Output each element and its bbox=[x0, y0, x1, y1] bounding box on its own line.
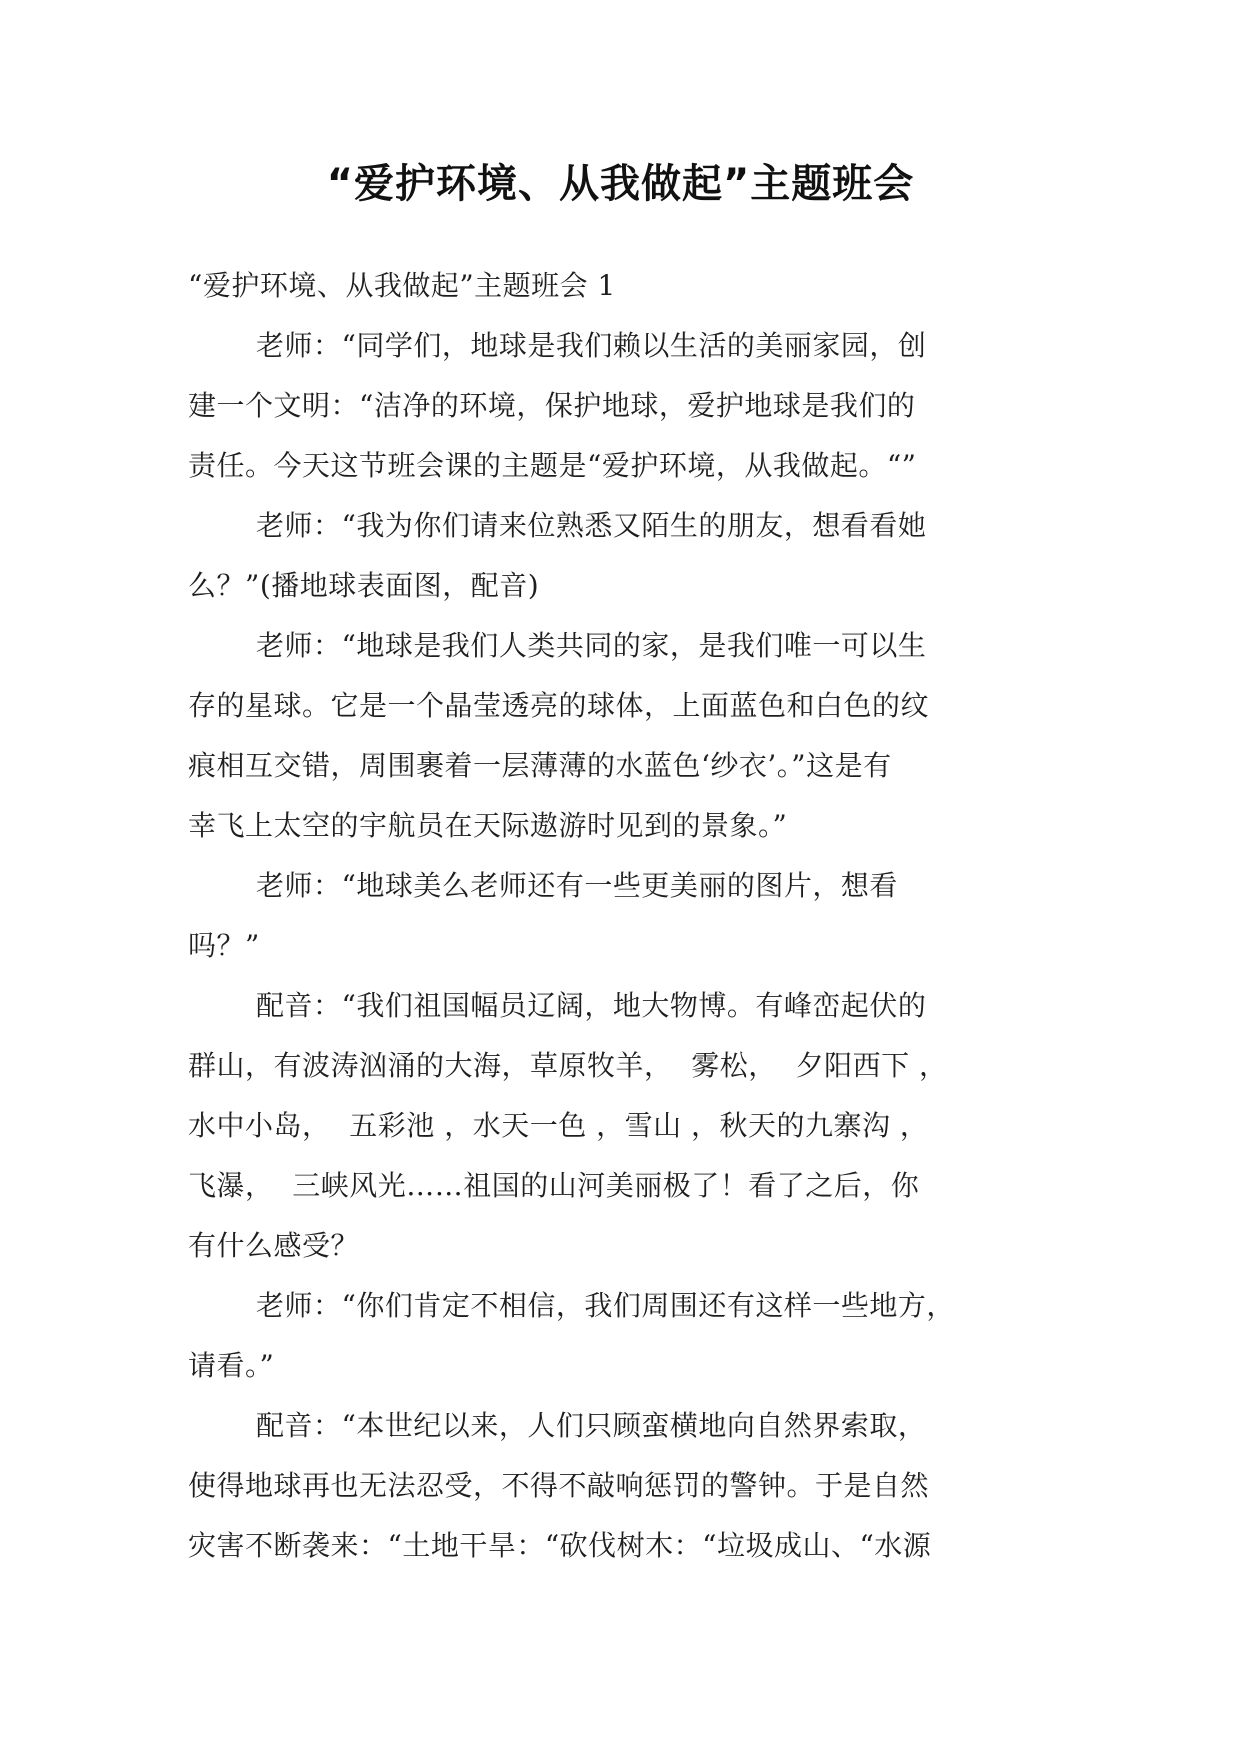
text-line: 请看。” bbox=[188, 1349, 275, 1382]
text-line: 老师：“你们肯定不相信，我们周围还有这样一些地方， bbox=[256, 1289, 955, 1322]
text-line: 建一个文明：“洁净的环境，保护地球，爱护地球是我们的 bbox=[188, 389, 916, 422]
text-line: 老师：“同学们，地球是我们赖以生活的美丽家园，创 bbox=[256, 329, 927, 362]
document-body bbox=[188, 256, 1050, 1576]
text-line: 存的星球。它是一个晶莹透亮的球体，上面蓝色和白色的纹 bbox=[188, 689, 930, 722]
text-line: 吗？” bbox=[188, 929, 260, 962]
text-line: “爱护环境、从我做起”主题班会 1 bbox=[188, 269, 616, 302]
text-line: 飞瀑， 三峡风光……祖国的山河美丽极了！看了之后，你 bbox=[188, 1169, 920, 1202]
document-title: “爱护环境、从我做起”主题班会 bbox=[326, 161, 915, 207]
text-line: 责任。今天这节班会课的主题是“爱护环境，从我做起。“” bbox=[188, 449, 917, 482]
text-line: 么？”(播地球表面图，配音) bbox=[188, 569, 540, 602]
text-line: 老师：“我为你们请来位熟悉又陌生的朋友，想看看她 bbox=[256, 509, 927, 542]
text-line: 配音：“我们祖国幅员辽阔，地大物博。有峰峦起伏的 bbox=[256, 989, 927, 1022]
text-line: 使得地球再也无法忍受，不得不敲响惩罚的警钟。于是自然 bbox=[188, 1469, 930, 1502]
text-line: 老师：“地球美么老师还有一些更美丽的图片，想看 bbox=[256, 869, 898, 902]
text-line: 痕相互交错，周围裹着一层薄薄的水蓝色‘纱衣’。”这是有 bbox=[188, 749, 892, 782]
text-line: 有什么感受？ bbox=[188, 1229, 360, 1262]
text-line: 幸飞上太空的宇航员在天际遨游时见到的景象。” bbox=[188, 809, 788, 842]
text-line: 灾害不断袭来：“土地干旱：“砍伐树木：“垃圾成山、“水源 bbox=[188, 1529, 932, 1562]
text-line: 老师：“地球是我们人类共同的家，是我们唯一可以生 bbox=[256, 629, 927, 662]
text-line: 配音：“本世纪以来，人们只顾蛮横地向自然界索取， bbox=[256, 1409, 927, 1442]
text-line: 群山，有波涛汹涌的大海，草原牧羊， 雾松， 夕阳西下 ， bbox=[188, 1049, 948, 1082]
text-line: 水中小岛， 五彩池 ，水天一色 ，雪山 ，秋天的九寨沟 ， bbox=[188, 1109, 929, 1142]
